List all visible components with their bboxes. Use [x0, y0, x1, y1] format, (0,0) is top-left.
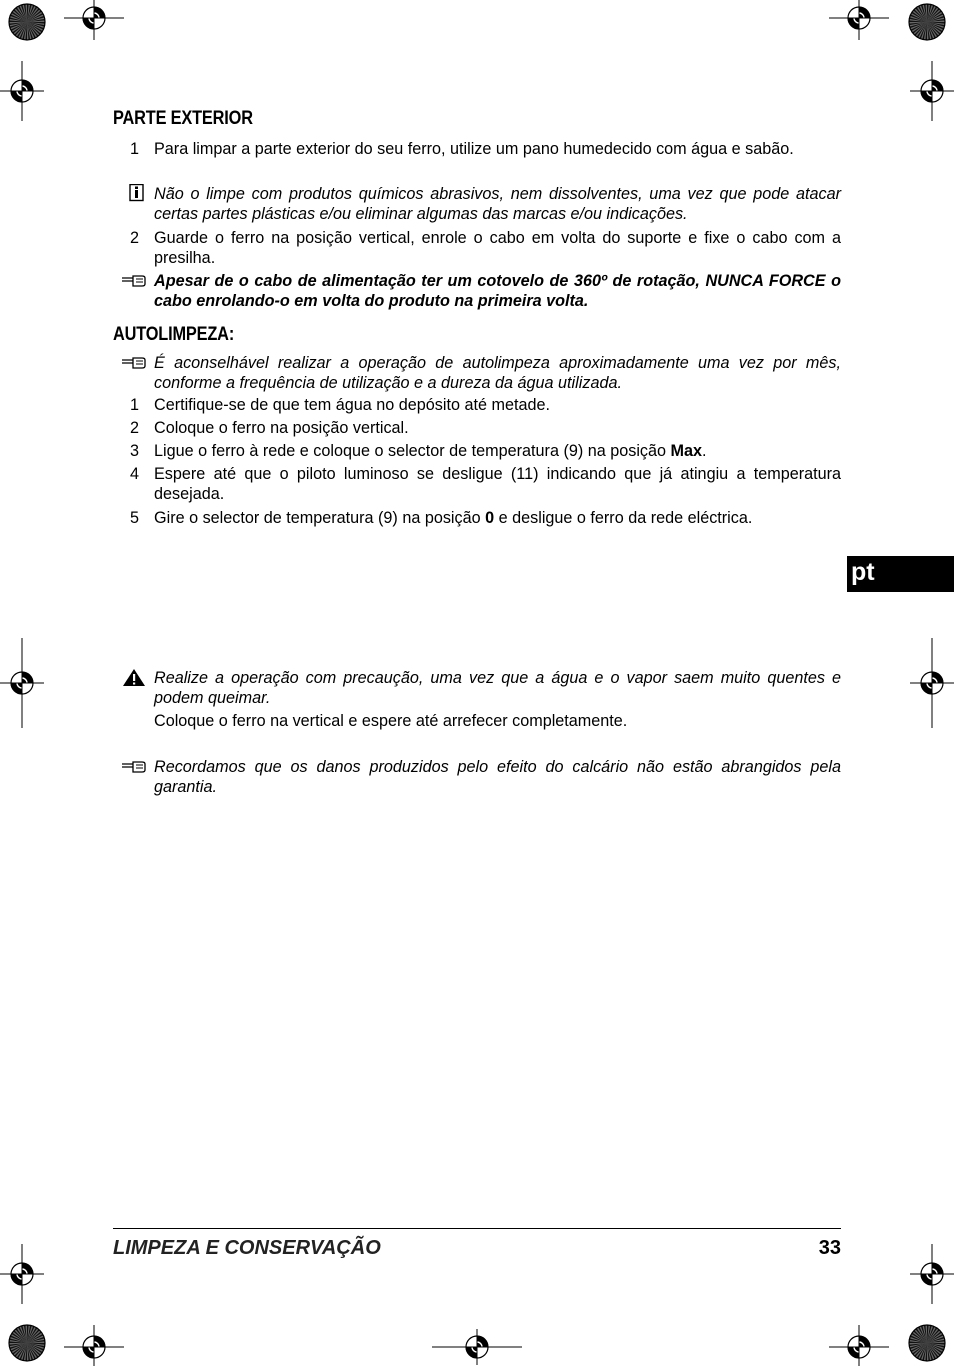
step-text: Espere até que o piloto luminoso se desligue (11) indicando que já atingiu a temperatura desejada.	[154, 465, 841, 503]
step-text: Coloque o ferro na posição vertical.	[154, 419, 409, 437]
step-number: 3	[129, 442, 139, 460]
step-text-part: Ligue o ferro à rede e coloque o selector de temperatura (9) na posição	[154, 442, 671, 460]
section-heading-parte-exterior: PARTE EXTERIOR	[113, 108, 253, 129]
step-text-bold: 0	[485, 509, 495, 527]
step-number: 5	[129, 509, 139, 527]
step-text-part: Gire o selector de temperatura (9) na posição	[154, 509, 486, 527]
step-text-part: .	[702, 442, 707, 460]
step-number: 4	[129, 465, 139, 483]
warning-text: Realize a operação com precaução, uma vez que a água e o vapor saem muito quentes e podem queimar.	[154, 669, 841, 707]
step-text: Para limpar a parte exterior do seu ferro, utilize um pano humedecido com água e sabão.	[154, 140, 794, 158]
step-number: 2	[129, 419, 139, 437]
section-heading-autolimpeza: AUTOLIMPEZA:	[113, 324, 235, 345]
note-text: É aconselhável realizar a operação de autolimpeza aproximadamente uma vez por mês, conforme a frequência de utilização e a dureza da água utilizada.	[154, 354, 841, 392]
warning-followup-text: Coloque o ferro na vertical e espere até arrefecer completamente.	[154, 712, 628, 730]
step-text: Guarde o ferro na posição vertical, enrole o cabo em volta do suporte e fixe o cabo com a presilha.	[154, 229, 841, 267]
step-text-part: e desligue o ferro da rede eléctrica.	[494, 509, 753, 527]
step-number: 1	[129, 396, 139, 414]
page-number: 33	[818, 1237, 841, 1259]
final-note-text: Recordamos que os danos produzidos pelo efeito do calcário não estão abrangidos pela garantia.	[154, 758, 841, 796]
info-text: Não o limpe com produtos químicos abrasivos, nem dissolventes, uma vez que pode atacar certas partes plásticas e/ou eliminar algumas das marcas e/ou indicações.	[154, 185, 841, 223]
step-number: 2	[129, 229, 139, 247]
footer-title: LIMPEZA E CONSERVAÇÃO	[113, 1237, 381, 1259]
step-text: Certifique-se de que tem água no depósito até metade.	[154, 396, 550, 414]
step-text-bold: Max	[670, 442, 703, 460]
step-number: 1	[129, 140, 139, 158]
language-tab: pt	[847, 556, 954, 592]
important-note-text: Apesar de o cabo de alimentação ter um cotovelo de 360º de rotação, NUNCA FORCE o cabo enrolando-o em volta do produto na primeira volta.	[154, 272, 841, 310]
